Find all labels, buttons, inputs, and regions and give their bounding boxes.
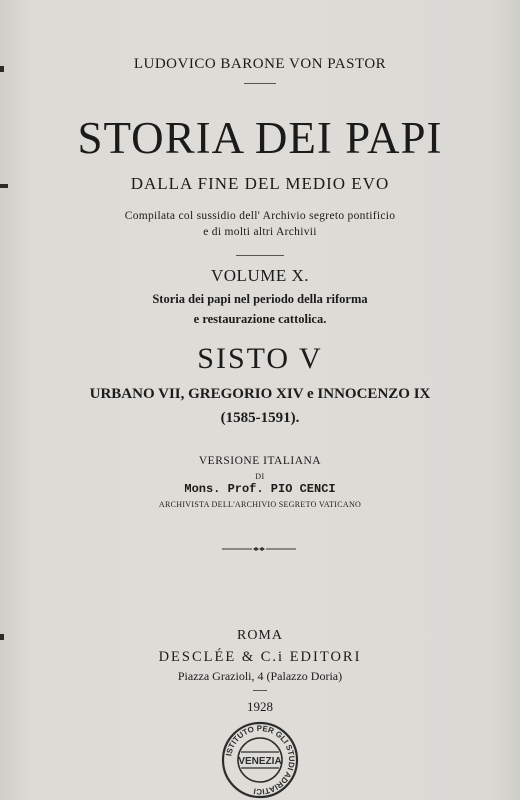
volume-number: VOLUME X. <box>211 266 309 285</box>
other-popes: URBANO VII, GREGORIO XIV e INNOCENZO IX <box>89 386 431 402</box>
divider-rule <box>244 83 276 84</box>
version-label: VERSIONE ITALIANA <box>198 455 322 467</box>
volume-subtitle-line-1: Storia dei papi nel periodo della riforma <box>152 292 368 306</box>
compilation-note-line-1: Compilata col sussidio dell' Archivio segreto pontificio <box>124 210 396 222</box>
by-label: DI <box>255 472 265 481</box>
publication-place: ROMA <box>236 628 283 643</box>
publication-year: 1928 <box>247 699 273 714</box>
publisher-address: Piazza Grazioli, 4 (Palazzo Doria) <box>177 669 343 683</box>
years-range: (1585-1591). <box>220 410 300 426</box>
divider-rule <box>253 690 267 691</box>
stamp-center-text: VENEZIA <box>238 756 282 767</box>
stamp-outer-text: ISTITUTO PER GLI STUDI ADRIATICI <box>224 723 297 797</box>
author-name: LUDOVICO BARONE VON PASTOR <box>133 56 387 72</box>
translator-role: ARCHIVISTA DELL'ARCHIVIO SEGRETO VATICANO <box>158 500 362 509</box>
publisher-name: DESCLÉE & C.i EDITORI <box>158 649 362 665</box>
library-stamp <box>220 720 300 800</box>
book-subtitle: DALLA FINE DEL MEDIO EVO <box>130 174 390 193</box>
pope-heading: SISTO V <box>197 342 323 375</box>
volume-subtitle-line-2: e restaurazione cattolica. <box>193 312 327 326</box>
ornament-divider <box>222 546 296 552</box>
translator-name: Mons. Prof. PIO CENCI <box>184 482 336 496</box>
divider-rule <box>236 255 284 256</box>
book-title: STORIA DEI PAPI <box>77 113 443 163</box>
compilation-note-line-2: e di molti altri Archivii <box>203 226 317 238</box>
